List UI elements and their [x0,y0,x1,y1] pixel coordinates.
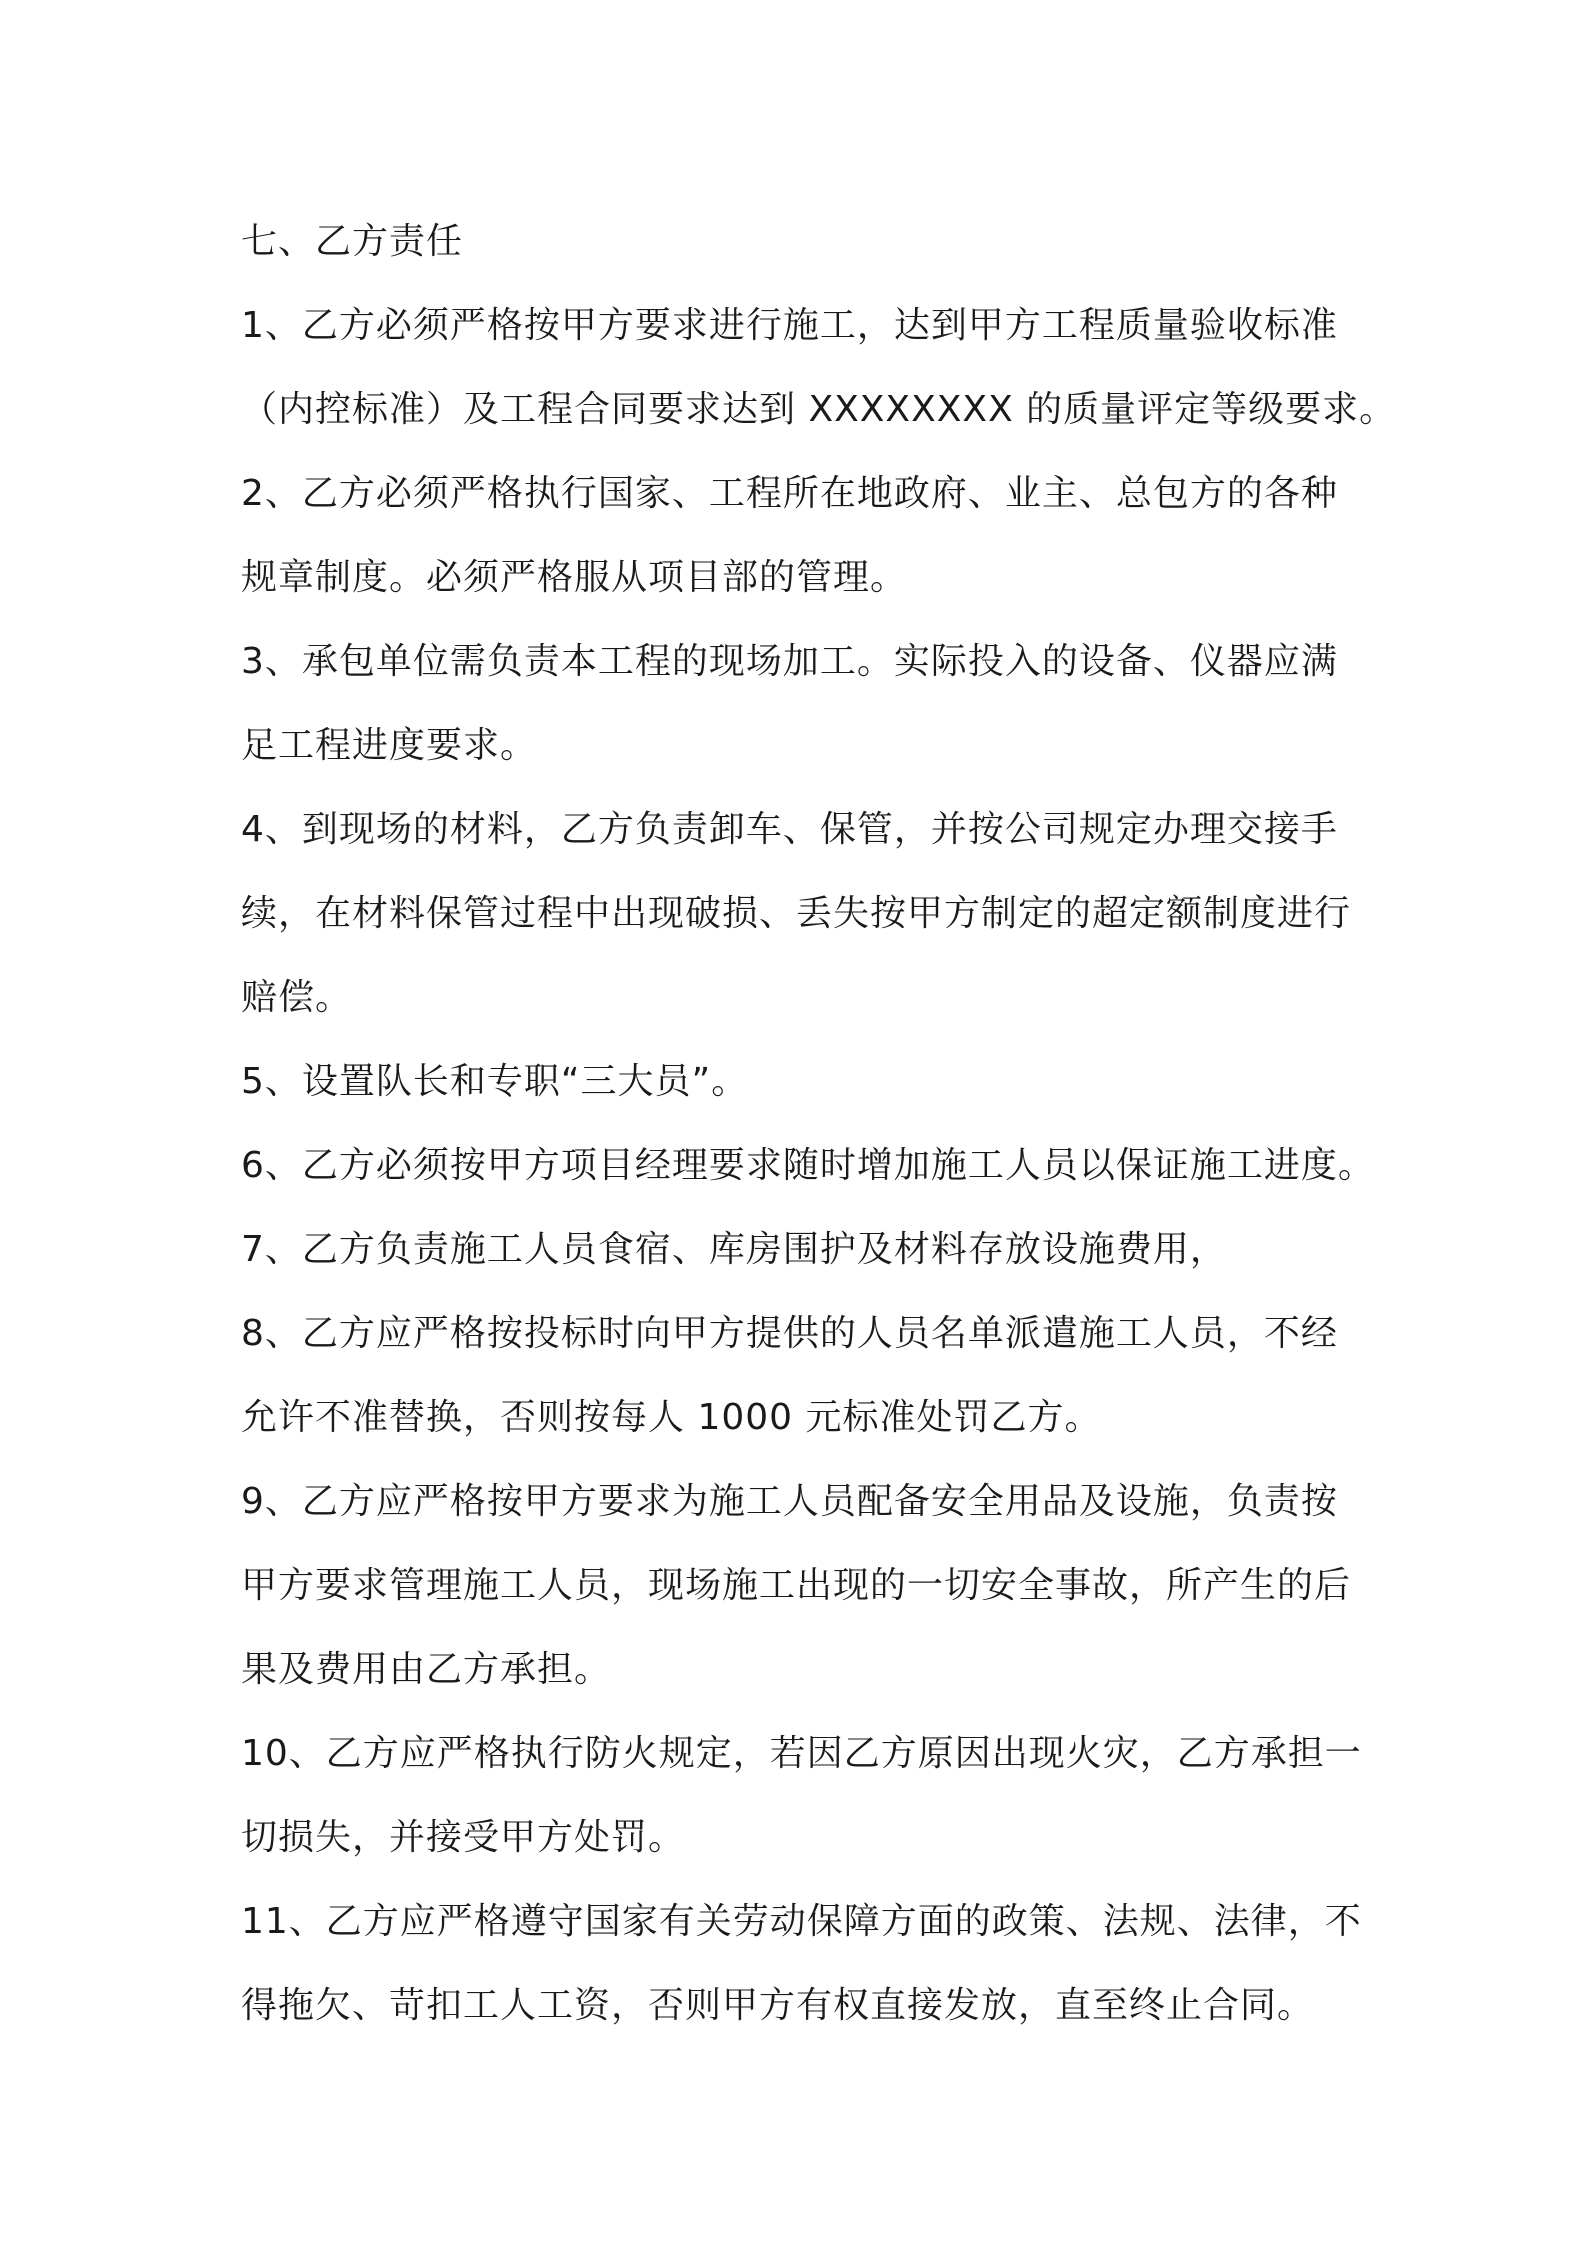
clause-line: 4、到现场的材料，乙方负责卸车、保管，并按公司规定办理交接手 [241,809,1338,850]
clause-line: 9、乙方应严格按甲方要求为施工人员配备安全用品及设施，负责按 [241,1481,1338,1522]
clause-line: 赔偿。 [241,977,353,1018]
clause-9 [241,1460,1361,1712]
clause-2 [241,452,1361,620]
clause-line: 足工程进度要求。 [241,725,538,766]
clause-3 [241,620,1361,788]
clause-line: 1、乙方必须严格按甲方要求进行施工，达到甲方工程质量验收标准 [241,305,1338,346]
clause-line: （内控标准）及工程合同要求达到 XXXXXXXX 的质量评定等级要求。 [241,389,1397,430]
clause-line: 果及费用由乙方承担。 [241,1649,612,1690]
clause-5 [241,1040,1361,1124]
clause-10 [241,1712,1361,1880]
clause-line: 11、乙方应严格遵守国家有关劳动保障方面的政策、法规、法律，不 [241,1901,1362,1942]
clause-1 [241,284,1397,452]
section-title: 七、乙方责任 [241,221,464,262]
clause-8 [241,1292,1361,1460]
clause-6 [241,1124,1375,1208]
clause-line: 得拖欠、苛扣工人工资，否则甲方有权直接发放，直至终止合同。 [241,1985,1315,2026]
clause-line: 续，在材料保管过程中出现破损、丢失按甲方制定的超定额制度进行 [241,893,1352,934]
clause-line: 10、乙方应严格执行防火规定，若因乙方原因出现火灾，乙方承担一 [241,1733,1362,1774]
clause-line: 3、承包单位需负责本工程的现场加工。实际投入的设备、仪器应满 [241,641,1338,682]
clause-4 [241,788,1361,1040]
clause-line: 7、乙方负责施工人员食宿、库房围护及材料存放设施费用， [241,1229,1227,1270]
clause-line: 切损失，并接受甲方处罚。 [241,1817,686,1858]
clause-line: 规章制度。必须严格服从项目部的管理。 [241,557,908,598]
clause-11 [241,1880,1361,2048]
clause-7 [241,1208,1361,1292]
clause-line: 6、乙方必须按甲方项目经理要求随时增加施工人员以保证施工进度。 [241,1145,1375,1186]
clause-line: 甲方要求管理施工人员，现场施工出现的一切安全事故，所产生的后 [241,1565,1352,1606]
document-page [241,200,1397,2048]
clause-line: 5、设置队长和专职“三大员”。 [241,1061,749,1102]
clause-line: 允许不准替换，否则按每人 1000 元标准处罚乙方。 [241,1397,1102,1438]
clause-line: 8、乙方应严格按投标时向甲方提供的人员名单派遣施工人员，不经 [241,1313,1338,1354]
clause-line: 2、乙方必须严格执行国家、工程所在地政府、业主、总包方的各种 [241,473,1338,514]
